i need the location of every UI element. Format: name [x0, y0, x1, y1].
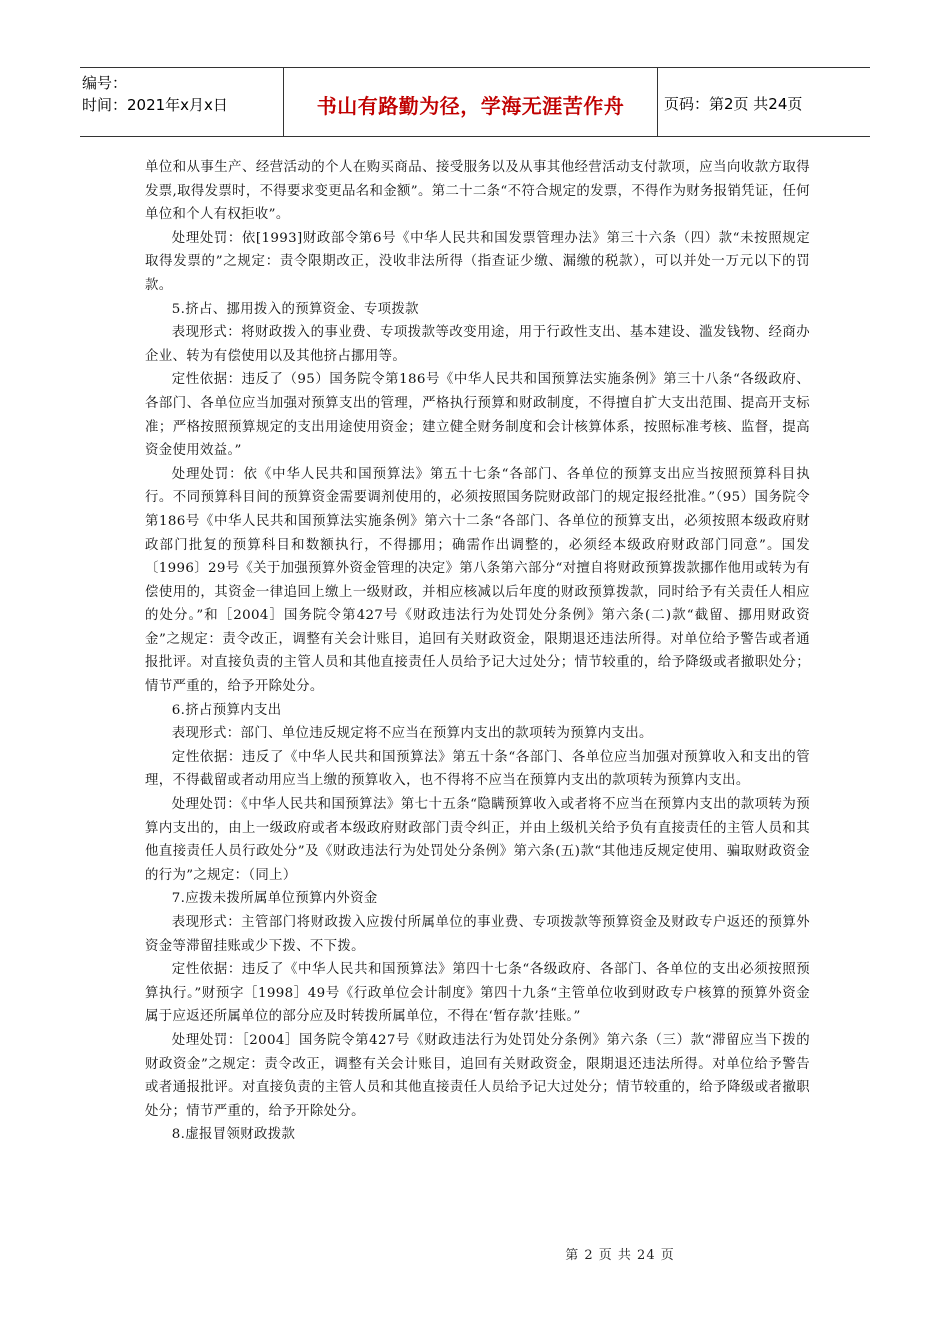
paragraph: 表现形式：将财政拨入的事业费、专项拨款等改变用途，用于行政性支出、基本建设、滥发钱物、经商办企业、转为有偿使用以及其他挤占挪用等。 [145, 325, 810, 364]
section-heading: 5.挤占、挪用拨入的预算资金、专项拨款 [171, 301, 419, 317]
header-motto: 书山有路勤为径，学海无涯苦作舟 [316, 94, 625, 118]
document-body [145, 156, 810, 1147]
paragraph: 定性依据：违反了《中华人民共和国预算法》第五十条“各部门、各单位应当加强对预算收入和支出的管理，不得截留或者动用应当上缴的预算收入，也不得将不应当在预算内支出的款项转为预算内支出。 [145, 749, 810, 789]
paragraph: 定性依据：违反了（95）国务院令第186号《中华人民共和国预算法实施条例》第三十八条“各级政府、各部门、各单位应当加强对预算支出的管理，严格执行预算和财政制度，不得擅自扩大支出范围、提高开支标准；严格按照预算规定的支出用途使用资金；建立健全财务制度和会计核算体系，按照标准考核、监督，提高资金使用效益。” [145, 372, 810, 459]
paragraph: 处理处罚：依《中华人民共和国预算法》第五十七条“各部门、各单位的预算支出应当按照预算科目执行。不同预算科目间的预算资金需要调剂使用的，必须按照国务院财政部门的规定报经批准。”（95）国务院令第186号《中华人民共和国预算法实施条例》第六十二条“各部门、各单位的预算支出，必须按照本级政府财政部门批复的预算科目和数额执行，不得挪用；确需作出调整的，必须经本级政府财政部门同意”。国发〔1996〕29号《关于加强预算外资金管理的决定》第八条第六部分“对擅自将财政预算拨款挪作他用或转为有偿使用的，其资金一律追回上缴上一级财政，并相应核减以后年度的财政预算拨款，同时给予有关责任人相应的处分。”和［2004］国务院令第427号《财政违法行为处罚处分条例》第六条(二)款“截留、挪用财政资金”之规定：责令改正，调整有关会计账目，追回有关财政资金，限期退还违法所得。对单位给予警告或者通报批评。对直接负责的主管人员和其他直接责任人员给予记大过处分；情节较重的，给予降级或者撤职处分；情节严重的，给予开除处分。 [145, 466, 810, 695]
header-page-number: 页码：第2页 共24页 [664, 95, 803, 113]
section-heading: 6.挤占预算内支出 [171, 702, 282, 718]
paragraph: 单位和从事生产、经营活动的个人在购买商品、接受服务以及从事其他经营活动支付款项，应当向收款方取得发票,取得发票时，不得要求变更品名和金额”。第二十二条“不符合规定的发票，不得作为财务报销凭证，任何单位和个人有权拒收”。 [145, 160, 810, 223]
paragraph: 表现形式：主管部门将财政拨入应拨付所属单位的事业费、专项拨款等预算资金及财政专户返还的预算外资金等滞留挂账或少下拨、不下拨。 [145, 915, 810, 954]
paragraph: 处理处罚：［2004］国务院令第427号《财政违法行为处罚处分条例》第六条（三）款“滞留应当下拨的财政资金”之规定：责令改正，调整有关会计账目，追回有关财政资金，限期退还违法所得。对单位给予警告或者通报批评。对直接负责的主管人员和其他直接责任人员给予记大过处分；情节较重的，给予降级或者撤职处分；情节严重的，给予开除处分。 [145, 1032, 810, 1119]
section-heading: 7.应拨未拨所属单位预算内外资金 [171, 891, 378, 907]
page-footer: 第 2 页 共 24 页 [565, 1248, 675, 1263]
paragraph: 处理处罚：依[1993]财政部令第6号《中华人民共和国发票管理办法》第三十六条（四）款“未按照规定取得发票的”之规定：责令限期改正，没收非法所得（指查证少缴、漏缴的税款），可以并处一万元以下的罚款。 [145, 230, 810, 293]
document-date: 时间：2021年x月x日 [82, 96, 228, 114]
paragraph: 表现形式：部门、单位违反规定将不应当在预算内支出的款项转为预算内支出。 [171, 726, 653, 742]
document-number-label: 编号： [82, 74, 128, 92]
paragraph: 处理处罚：《中华人民共和国预算法》第七十五条“隐瞒预算收入或者将不应当在预算内支出的款项转为预算内支出的，由上一级政府或者本级政府财政部门责令纠正，并由上级机关给予负有直接责任的主管人员和其他直接责任人员行政处分”及《财政违法行为处罚处分条例》第六条(五)款“其他违反规定使用、骗取财政资金的行为”之规定：（同上） [145, 797, 810, 883]
header-divider [657, 68, 658, 136]
page-header [80, 67, 870, 137]
section-heading: 8.虚报冒领财政拨款 [171, 1127, 296, 1143]
header-meta [82, 72, 282, 116]
paragraph: 定性依据：违反了《中华人民共和国预算法》第四十七条“各级政府、各部门、各单位的支出必须按照预算执行。”财预字［1998］49号《行政单位会计制度》第四十九条“主管单位收到财政专户核算的预算外资金属于应返还所属单位的部分应及时转拨所属单位，不得在‘暂存款’挂账。” [145, 962, 810, 1025]
header-divider [283, 68, 284, 136]
